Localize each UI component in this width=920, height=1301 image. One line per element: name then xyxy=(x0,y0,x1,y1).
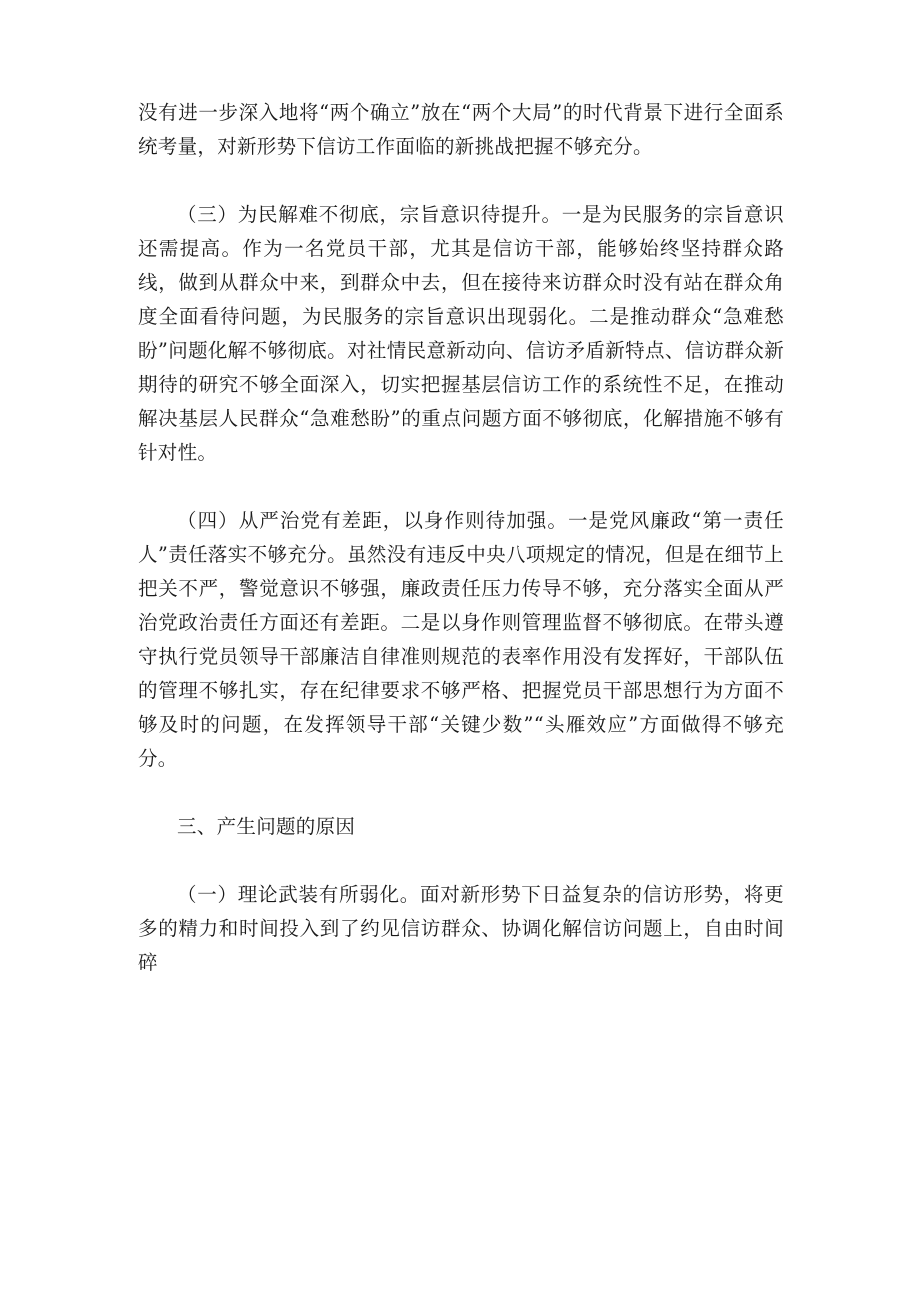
paragraph-gap xyxy=(138,164,784,198)
paragraph-cause-one: （一）理论武装有所弱化。面对新形势下日益复杂的信访形势，将更多的精力和时间投入到了约见信访群众、协调化解信访问题上，自由时间碎 xyxy=(138,883,784,974)
paragraph-gap xyxy=(138,844,784,878)
paragraph-continuation: 没有进一步深入地将“两个确立”放在“两个大局”的时代背景下进行全面系统考量，对新形势下信访工作面临的新挑战把握不够充分。 xyxy=(138,101,784,158)
paragraph-gap xyxy=(138,776,784,810)
section-heading-causes: 三、产生问题的原因 xyxy=(177,815,356,838)
paragraph-gap xyxy=(138,470,784,504)
paragraph-section-three: （三）为民解难不彻底，宗旨意识待提升。一是为民服务的宗旨意识还需提高。作为一名党员干部，尤其是信访干部，能够始终坚持群众路线，做到从群众中来，到群众中去，但在接待来访群众时没有站在群众角度全面看待问题，为民服务的宗旨意识出现弱化。二是推动群众“急难愁盼”问题化解不够彻底。对社情民意新动向、信访矛盾新特点、信访群众新期待的研究不够全面深入，切实把握基层信访工作的系统性不足，在推动解决基层人民群众“急难愁盼”的重点问题方面不够彻底，化解措施不够有针对性。 xyxy=(138,203,784,464)
paragraph-section-four: （四）从严治党有差距，以身作则待加强。一是党风廉政“第一责任人”责任落实不够充分。虽然没有违反中央八项规定的情况，但是在细节上把关不严，警觉意识不够强，廉政责任压力传导不够，充分落实全面从严治党政治责任方面还有差距。二是以身作则管理监督不够彻底。在带头遵守执行党员领导干部廉洁自律准则规范的表率作用没有发挥好，干部队伍的管理不够扎实，存在纪律要求不够严格、把握党员干部思想行为方面不够及时的问题，在发挥领导干部“关键少数”“头雁效应”方面做得不够充分。 xyxy=(138,509,784,770)
document-page xyxy=(138,96,784,980)
